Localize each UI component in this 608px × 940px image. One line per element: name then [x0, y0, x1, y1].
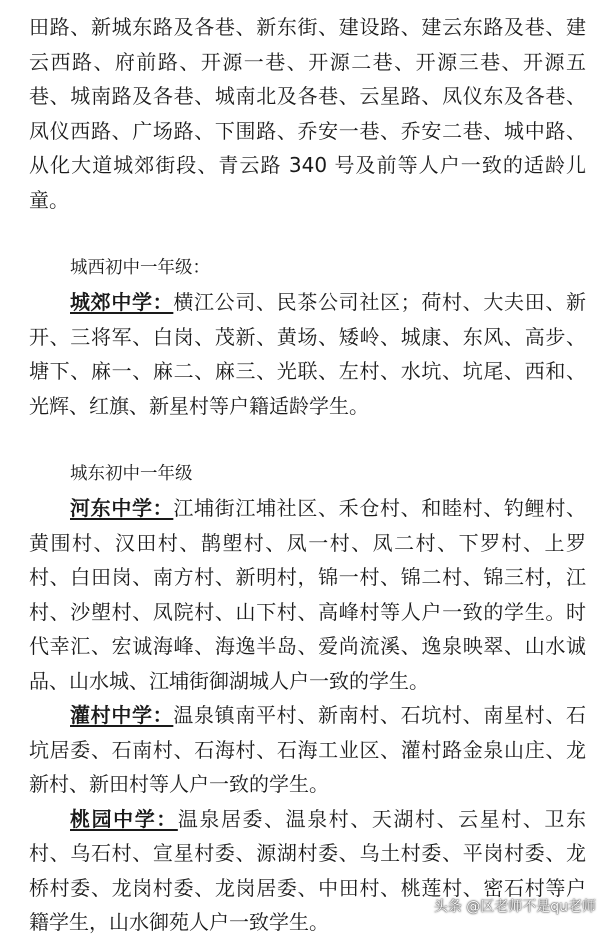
school-area-chengjiao: 横江公司、民茶公司社区；荷村、大夫田、新开、三将军、白岗、茂新、黄场、矮岭、城康、东风、高步、塘下、麻一、麻二、麻三、光联、左村、水坑、坑尾、西和、光辉、红旗、新星村等户籍适龄学生。: [29, 290, 587, 418]
school-area-guancun: 温泉镇南平村、新南村、石坑村、南星村、石坑居委、石南村、石海村、石海工业区、灌村路金泉山庄、龙新村、新田村等人户一致的学生。: [29, 703, 587, 796]
chengdong-heading: 城东初中一年级: [70, 464, 193, 484]
school-area-hedong: 江埔街江埔社区、禾仓村、和睦村、钓鲤村、黄围村、汉田村、鹊塱村、凤一村、凤二村、下罗村、上罗村、白田岗、南方村、新明村，锦一村、锦二村、锦三村，江村、沙塱村、凤院村、山下村、高峰村等人户一致的学生。时代幸汇、宏诚海峰、海逸半岛、爱尚流溪、逸泉映翠、山水诚品、山水城、江埔街御湖城人户一致的学生。: [29, 496, 587, 693]
school-entry-taoyuan: [29, 802, 586, 940]
chengxi-heading: 城西初中一年级：: [70, 258, 210, 278]
school-entry-chengjiao: [29, 285, 586, 423]
section-spacer: [29, 217, 586, 251]
school-name-guancun: 灌村中学：: [70, 703, 174, 727]
source-watermark: 头条 @区老师不是qu老师: [433, 899, 596, 915]
school-entry-hedong: [29, 491, 586, 698]
section-spacer: [29, 423, 586, 457]
school-entry-guancun: [29, 698, 586, 802]
intro-paragraph: 田路、新城东路及各巷、新东街、建设路、建云东路及巷、建云西路、府前路、开源一巷、开源二巷、开源三巷、开源五巷、城南路及各巷、城南北及各巷、云星路、凤仪东及各巷、凤仪西路、广场路、下围路、乔安一巷、乔安二巷、城中路、从化大道城郊街段、青云路 340 号及前等人户一致的适龄儿童。: [29, 15, 586, 212]
school-area-taoyuan: 温泉居委、温泉村、天湖村、云星村、卫东村、乌石村、宣星村委、源湖村委、乌土村委、平岗村委、龙桥村委、龙岗村委、龙岗居委、中田村、桃莲村、密石村等户籍学生，山水御苑人户一致学生。: [29, 806, 587, 934]
school-name-chengjiao: 城郊中学：: [70, 290, 174, 314]
school-name-hedong: 河东中学：: [70, 496, 174, 520]
school-name-taoyuan: 桃园中学：: [70, 806, 178, 831]
